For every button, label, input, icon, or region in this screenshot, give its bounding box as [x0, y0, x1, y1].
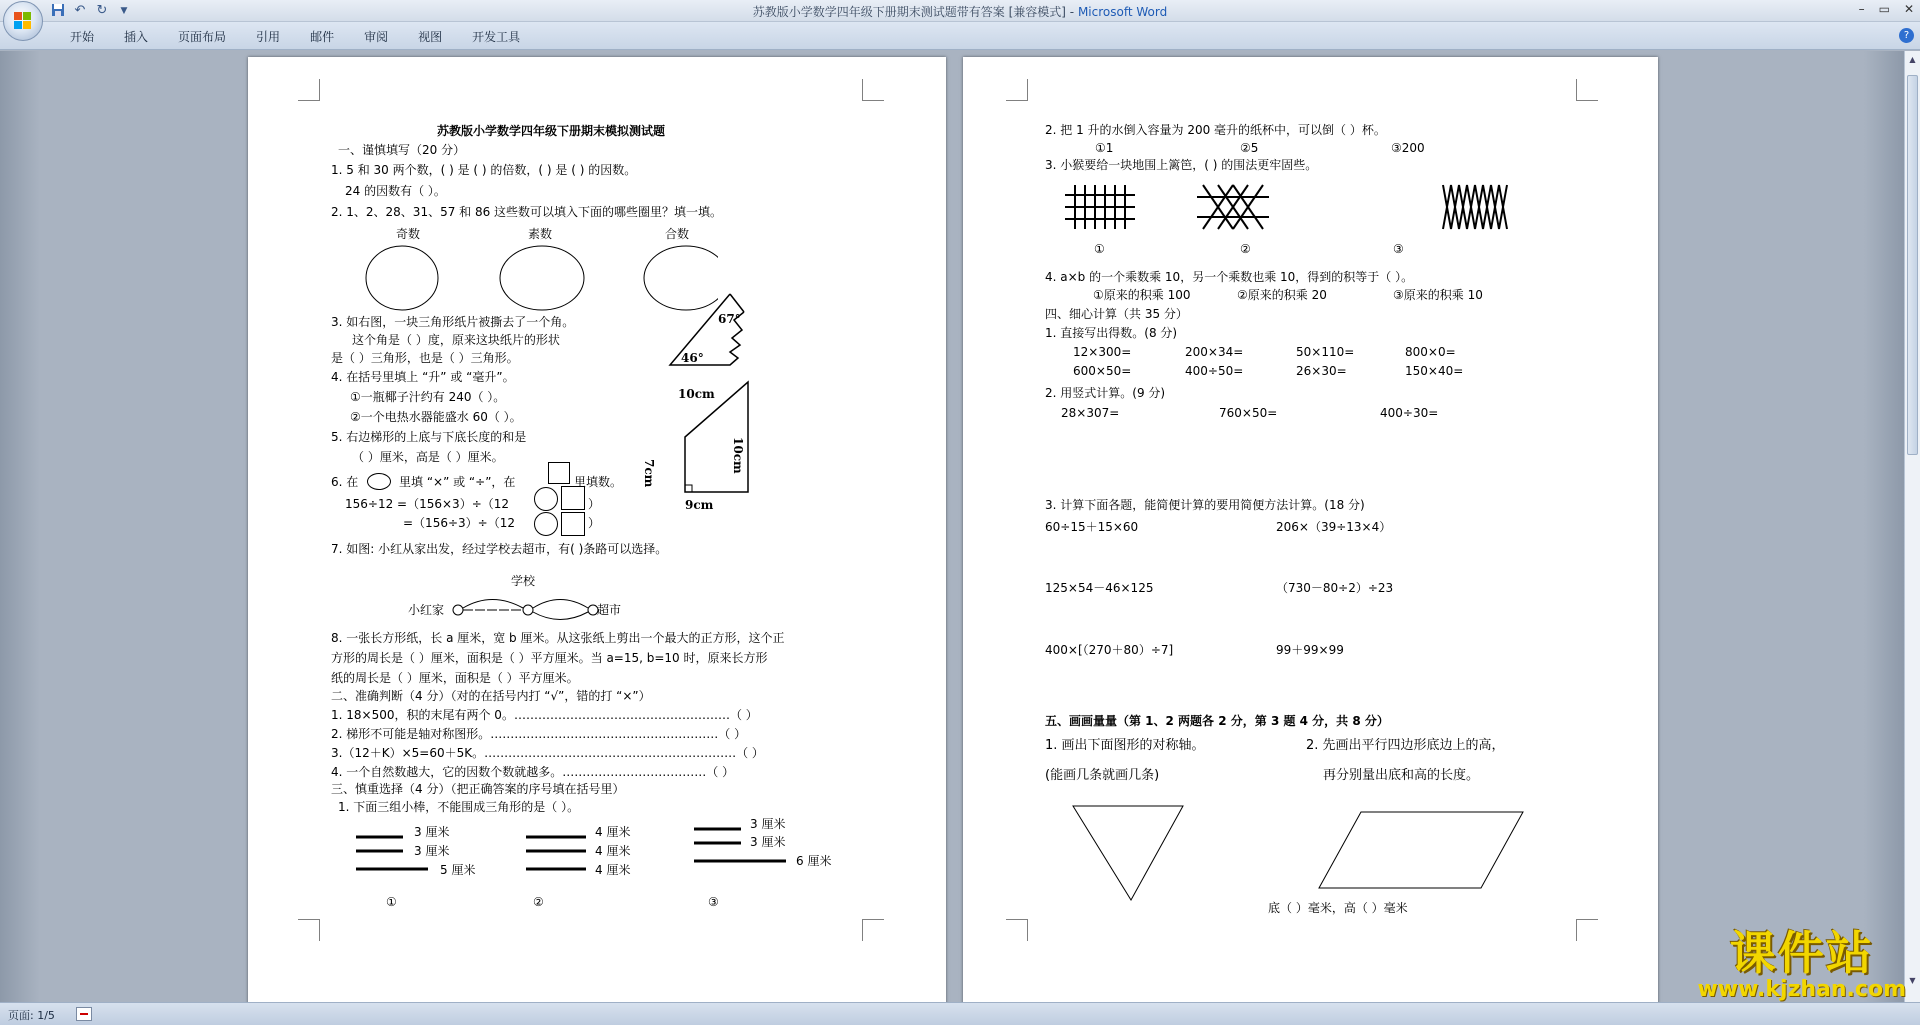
- document-page-1: [248, 57, 946, 1007]
- section-3-heading: 三、慎重选择（4 分）（把正确答案的序号填在括号里）: [331, 782, 625, 796]
- ribbon: [0, 22, 1920, 50]
- tab-home[interactable]: 开始: [70, 30, 95, 44]
- calc-3-r3-c1: 400×[（270＋80）÷7]: [1045, 643, 1174, 657]
- stick-g2-a: 4 厘米: [595, 825, 631, 839]
- question-3b: 这个角是（ ）度，原来这块纸片的形状: [352, 333, 560, 347]
- question-7: 7. 如图: 小红从家出发，经过学校去超市，有( )条路可以选择。: [331, 542, 668, 556]
- crop-mark: [862, 79, 884, 101]
- ribbon-tabs: [58, 28, 532, 45]
- question-3a: 3. 如右图，一块三角形纸片被撕去了一个角。: [331, 315, 575, 329]
- torn-triangle-figure: [660, 290, 760, 370]
- question-6f-1: ）: [588, 497, 601, 511]
- geometry-figures: [1063, 802, 1563, 912]
- choice-4-opt-1: ①原来的积乘 100: [1093, 288, 1191, 302]
- choice-4-opt-2: ②原来的积乘 20: [1237, 288, 1327, 302]
- calc-1-r2-c3: 26×30=: [1296, 364, 1347, 378]
- calc-3-r2-c2: （730－80÷2）÷23: [1276, 581, 1394, 595]
- stick-g1-c: 5 厘米: [440, 863, 476, 877]
- fence-option-2: ②: [1240, 242, 1251, 256]
- inverted-triangle: [1073, 806, 1183, 900]
- route-school-label: 学校: [511, 574, 536, 588]
- trapezoid-right-label: 10cm: [731, 437, 745, 474]
- circle-label-prime: 素数: [528, 227, 553, 241]
- question-3c: 是（ ）三角形，也是（ ）三角形。: [331, 351, 519, 365]
- calc-1-heading: 1. 直接写出得数。(8 分): [1045, 326, 1178, 340]
- crop-mark: [1576, 79, 1598, 101]
- calc-1-r2-c2: 400÷50=: [1185, 364, 1244, 378]
- proofing-icon[interactable]: [76, 1007, 92, 1021]
- draw-2a: 2. 先画出平行四边形底边上的高，: [1306, 738, 1505, 753]
- fence-grid: [1065, 185, 1135, 229]
- q6-square-symbol: [548, 462, 570, 484]
- circle-label-odd: 奇数: [396, 227, 421, 241]
- fence-option-1: ①: [1094, 242, 1105, 256]
- fence-figures: [1063, 177, 1523, 237]
- circle-odd: [366, 246, 438, 310]
- tab-mailings[interactable]: 邮件: [310, 30, 335, 44]
- fence-option-3: ③: [1393, 242, 1404, 256]
- calc-1-r1-c4: 800×0=: [1405, 345, 1456, 359]
- choice-4-opt-3: ③原来的积乘 10: [1393, 288, 1483, 302]
- q6-circle-symbol: [367, 473, 391, 490]
- document-canvas: [0, 51, 1904, 1002]
- trapezoid-bottom-label: 9cm: [685, 498, 714, 512]
- angle-46-label: 46°: [681, 351, 704, 365]
- choice-3: 3. 小猴要给一块地围上篱笆，( ) 的围法更牢固些。: [1045, 158, 1318, 172]
- quick-access-toolbar: [50, 3, 132, 19]
- judgement-3: 3.（12＋K）×5=60＋5K。………………………………………………………（ ）: [331, 746, 764, 760]
- crop-mark: [1006, 919, 1028, 941]
- window-controls: [1859, 2, 1914, 16]
- judgement-1: 1. 18×500，积的末尾有两个 0。………………………………………………（ ）: [331, 708, 758, 722]
- stick-g3-a: 3 厘米: [750, 817, 786, 831]
- choice-2: 2. 把 1 升的水倒入容量为 200 毫升的纸杯中，可以倒（ ）杯。: [1045, 123, 1386, 137]
- tab-view[interactable]: 视图: [418, 30, 443, 44]
- route-diagram: [452, 587, 602, 627]
- page-count-status[interactable]: 页面: 1/5: [8, 1009, 55, 1022]
- status-bar: [0, 1002, 1920, 1025]
- question-5a: 5. 右边梯形的上底与下底长度的和是: [331, 430, 527, 444]
- watermark-logo: [1697, 928, 1906, 1002]
- angle-67-label: 67°: [718, 312, 741, 326]
- stick-g1-b: 3 厘米: [414, 844, 450, 858]
- calc-2-c1: 28×307=: [1061, 406, 1120, 420]
- question-4b: ②一个电热水器能盛水 60（ ）。: [350, 410, 522, 424]
- crop-mark: [862, 919, 884, 941]
- calc-2-c3: 400÷30=: [1380, 406, 1439, 420]
- tab-developer[interactable]: 开发工具: [472, 30, 521, 44]
- stick-option-2: ②: [533, 895, 544, 909]
- calc-1-r1-c3: 50×110=: [1296, 345, 1355, 359]
- maximize-button[interactable]: ▭: [1878, 2, 1890, 16]
- question-2: 2. 1、2、28、31、57 和 86 这些数可以填入下面的哪些圈里？填一填。: [331, 205, 723, 219]
- crop-mark: [1006, 79, 1028, 101]
- question-1a: 1. 5 和 30 两个数，( ) 是 ( ) 的倍数，( ) 是 ( ) 的因数。: [331, 163, 637, 177]
- close-button[interactable]: ✕: [1903, 2, 1914, 16]
- vertical-scrollbar[interactable]: [1904, 51, 1920, 1002]
- choice-1: 1. 下面三组小棒，不能围成三角形的是（ ）。: [338, 800, 580, 814]
- scroll-thumb[interactable]: [1907, 75, 1918, 455]
- app-name: Microsoft Word: [1077, 5, 1168, 19]
- question-4: 4. 在括号里填上 “升” 或 “毫升”。: [331, 370, 515, 384]
- question-8a: 8. 一张长方形纸，长 a 厘米，宽 b 厘米。从这张纸上剪出一个最大的正方形，这个正: [331, 631, 785, 645]
- minimize-button[interactable]: –: [1858, 2, 1865, 16]
- question-4a: ①一瓶椰子汁约有 240（ ）。: [350, 390, 506, 404]
- question-5b: （ ）厘米，高是（ ）厘米。: [352, 450, 504, 464]
- calc-2-c2: 760×50=: [1219, 406, 1278, 420]
- redo-icon[interactable]: ↻: [96, 3, 108, 18]
- draw-1a: 1. 画出下面图形的对称轴。: [1045, 738, 1205, 753]
- route-market-label: 超市: [597, 603, 622, 617]
- calc-3-r2-c1: 125×54－46×125: [1045, 581, 1154, 595]
- tab-insert[interactable]: 插入: [124, 30, 149, 44]
- measure-answer: 底（ ）毫米，高（ ）毫米: [1268, 901, 1408, 915]
- choice-2-opt-2: ②5: [1240, 141, 1259, 155]
- calc-3-r3-c2: 99＋99×99: [1276, 643, 1344, 657]
- question-6e: =（156÷3）÷（12: [403, 516, 515, 530]
- choice-2-opt-3: ③200: [1391, 141, 1425, 155]
- draw-2b: 再分别量出底和高的长度。: [1323, 768, 1480, 783]
- document-title: 苏教版小学数学四年级下册期末测试题带有答案 [兼容模式]: [752, 5, 1066, 19]
- q6-answer-square-1: [561, 486, 585, 510]
- exam-title: 苏教版小学数学四年级下册期末模拟测试题: [437, 124, 666, 138]
- watermark-text: 课件站: [1729, 926, 1874, 980]
- calc-3-r1-c1: 60÷15＋15×60: [1045, 520, 1139, 534]
- crop-mark: [298, 79, 320, 101]
- office-button[interactable]: [3, 1, 43, 41]
- stick-option-3: ③: [708, 895, 719, 909]
- question-8c: 纸的周长是（ ）厘米，面积是（ ）平方厘米。: [331, 671, 579, 685]
- question-6b: 里填 “×” 或 “÷”，在: [399, 475, 516, 489]
- question-6d: 156÷12 =（156×3）÷（12: [345, 497, 510, 511]
- calc-1-r2-c1: 600×50=: [1073, 364, 1132, 378]
- stick-g3-b: 3 厘米: [750, 835, 786, 849]
- calc-1-r2-c4: 150×40=: [1405, 364, 1464, 378]
- calc-3-r1-c2: 206×（39÷13×4）: [1276, 520, 1392, 534]
- office-logo-icon: [14, 12, 32, 30]
- stick-g2-b: 4 厘米: [595, 844, 631, 858]
- section-1-heading: 一、谨慎填写（20 分）: [338, 143, 466, 157]
- calc-3-heading: 3. 计算下面各题，能简便计算的要用简便方法计算。(18 分): [1045, 498, 1365, 512]
- help-icon[interactable]: ?: [1899, 28, 1914, 43]
- q6-answer-circle-2: [534, 512, 558, 536]
- calc-1-r1-c1: 12×300=: [1073, 345, 1132, 359]
- question-6a: 6. 在: [331, 475, 359, 489]
- tab-review[interactable]: 审阅: [364, 30, 389, 44]
- draw-1b: (能画几条就画几条): [1045, 768, 1160, 783]
- stick-option-1: ①: [386, 895, 397, 909]
- save-icon[interactable]: [50, 3, 66, 19]
- circle-prime: [500, 246, 584, 310]
- crop-mark: [1576, 919, 1598, 941]
- circle-label-composite: 合数: [665, 227, 690, 241]
- choice-2-opt-1: ①1: [1095, 141, 1114, 155]
- watermark-url: www.kjzhan.com: [1697, 977, 1906, 1002]
- section-2-heading: 二、准确判断（4 分）（对的在括号内打 “√”，错的打 “×”）: [331, 689, 651, 703]
- calc-1-r1-c2: 200×34=: [1185, 345, 1244, 359]
- question-6f-2: ）: [588, 516, 601, 530]
- trapezoid-left-label: 7cm: [642, 459, 656, 488]
- crop-mark: [298, 919, 320, 941]
- route-home-label: 小红家: [408, 603, 445, 617]
- choice-4: 4. a×b 的一个乘数乘 10，另一个乘数也乘 10，得到的积等于（ ）。: [1045, 270, 1414, 284]
- q6-answer-square-2: [561, 512, 585, 536]
- question-8b: 方形的周长是（ ）厘米，面积是（ ）平方厘米。当 a=15, b=10 时，原来长方形: [331, 651, 768, 665]
- customize-toolbar-icon[interactable]: ▼: [120, 6, 128, 16]
- title-bar: [0, 0, 1920, 22]
- question-1b: 24 的因数有（ ）。: [345, 184, 446, 198]
- trapezoid-top-label: 10cm: [678, 387, 715, 401]
- fence-cross: [1197, 185, 1269, 229]
- stick-g1-a: 3 厘米: [414, 825, 450, 839]
- document-page-2: [963, 57, 1658, 1007]
- scroll-down-icon[interactable]: ▼: [1909, 976, 1916, 985]
- scroll-up-icon[interactable]: ▲: [1909, 55, 1916, 64]
- parallelogram: [1319, 812, 1523, 888]
- section-5-heading: 五、画画量量（第 1、2 两题各 2 分，第 3 题 4 分，共 8 分）: [1045, 714, 1389, 728]
- calc-2-heading: 2. 用竖式计算。(9 分): [1045, 386, 1166, 400]
- tab-references[interactable]: 引用: [256, 30, 281, 44]
- undo-icon[interactable]: ↶: [74, 3, 86, 18]
- window-title: [0, 3, 1920, 20]
- q6-answer-circle-1: [534, 487, 558, 511]
- tab-page-layout[interactable]: 页面布局: [178, 30, 227, 44]
- title-separator: -: [1065, 5, 1078, 19]
- judgement-2: 2. 梯形不可能是轴对称图形。…………………………………………………（ ）: [331, 727, 747, 741]
- question-6c: 里填数。: [574, 475, 623, 489]
- stick-g2-c: 4 厘米: [595, 863, 631, 877]
- stick-g3-c: 6 厘米: [796, 854, 832, 868]
- fence-zigzag: [1443, 185, 1507, 229]
- section-4-heading: 四、细心计算（共 35 分）: [1045, 307, 1188, 321]
- judgement-4: 4. 一个自然数越大，它的因数个数就越多。………………………………（ ）: [331, 765, 735, 779]
